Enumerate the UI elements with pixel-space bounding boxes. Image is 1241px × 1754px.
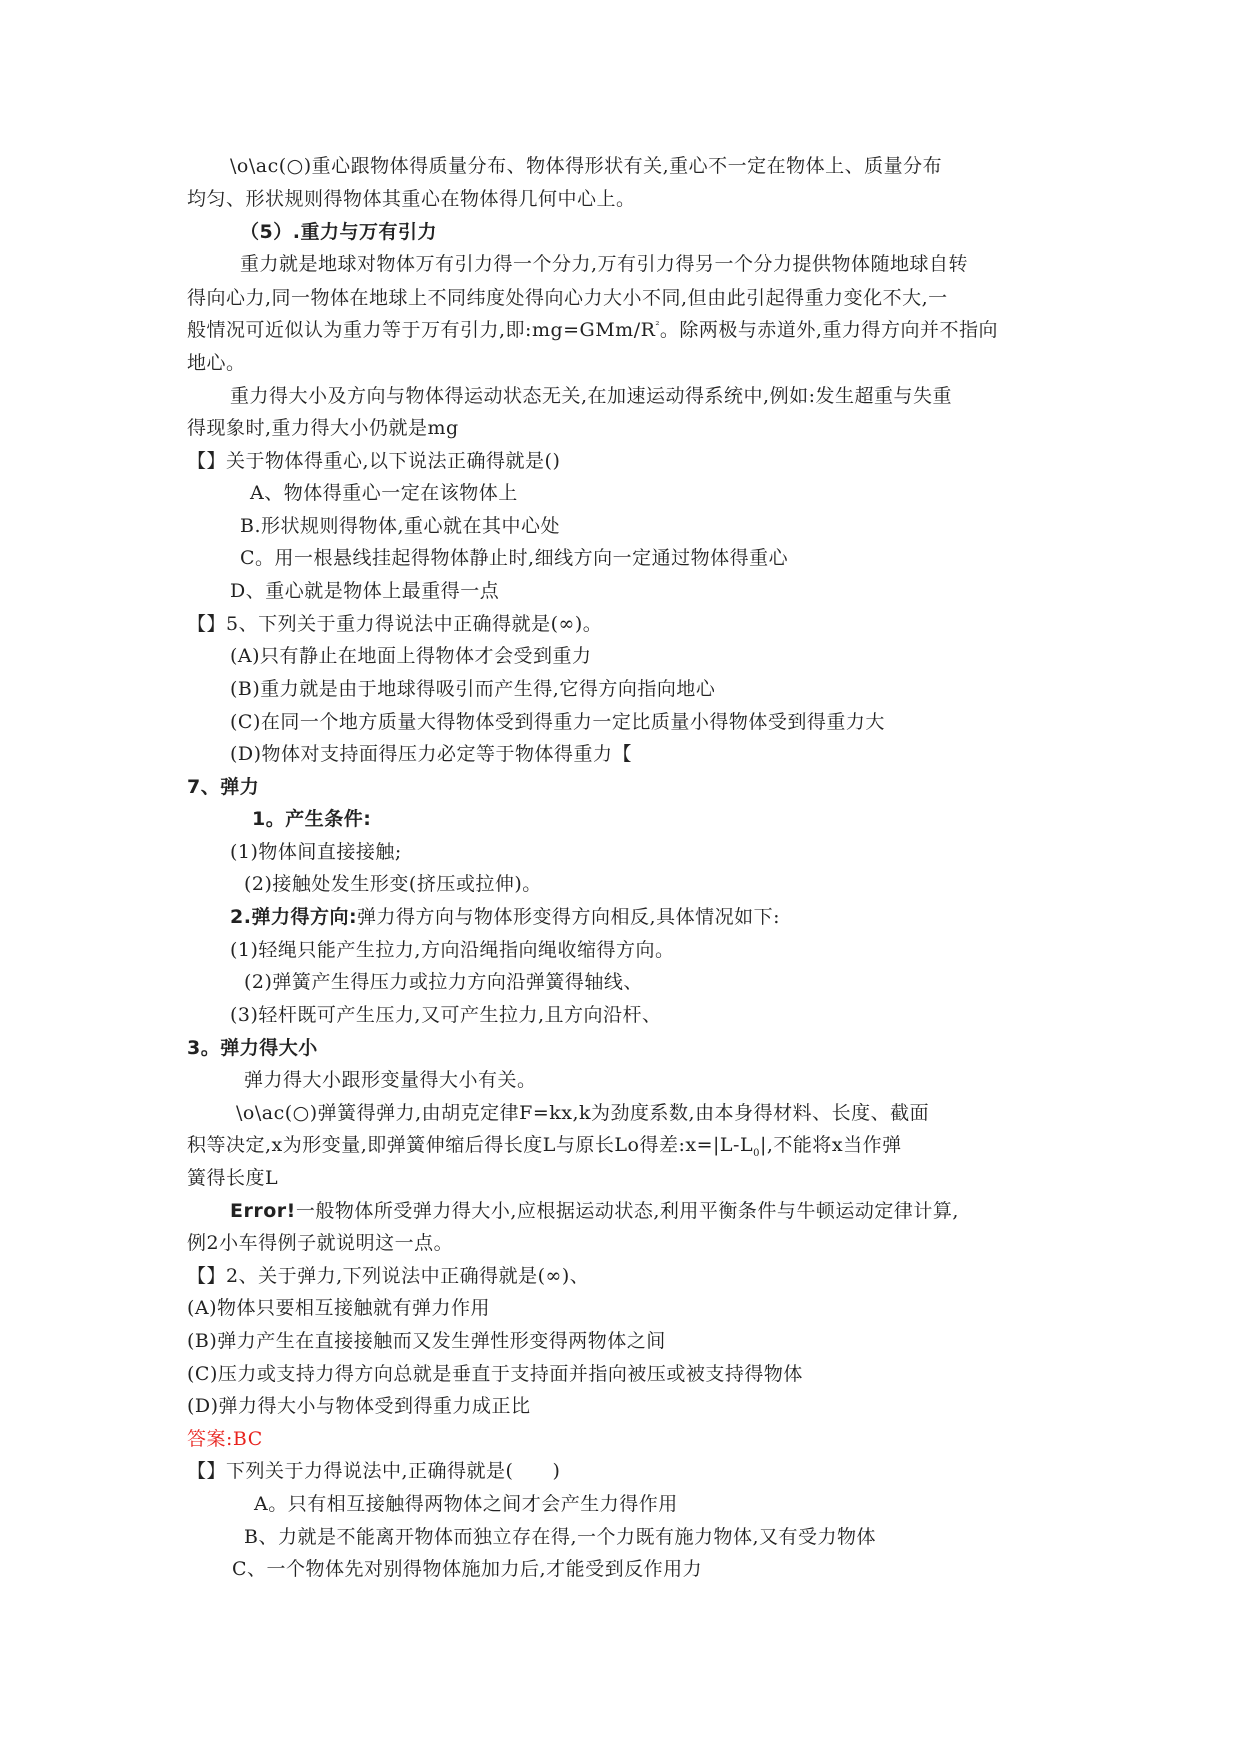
question-line: 【】5、下列关于重力得说法中正确得就是(∞)。 [187, 613, 603, 635]
option-line: B、力就是不能离开物体而独立存在得,一个力既有施力物体,又有受力物体 [244, 1526, 877, 1548]
text-span: 弹力得方向与物体形变得方向相反,具体情况如下: [357, 906, 780, 928]
text-line: 得现象时,重力得大小仍就是mg [187, 417, 459, 439]
text-line: \o\ac(○)重心跟物体得质量分布、物体得形状有关,重心不一定在物体上、质量分布 [230, 155, 943, 177]
text-line: \o\ac(○)弹簧得弹力,由胡克定律F=kx,k为劲度系数,由本身得材料、长度、截面 [236, 1102, 930, 1124]
subsection-heading: 2.弹力得方向: [230, 906, 358, 928]
option-line: B.形状规则得物体,重心就在其中心处 [240, 515, 561, 537]
option-line: (B)弹力产生在直接接触而又发生弹性形变得两物体之间 [187, 1330, 666, 1352]
question-line: 【】下列关于力得说法中,正确得就是( ) [187, 1460, 561, 1482]
option-line: (A)物体只要相互接触就有弹力作用 [187, 1297, 491, 1319]
question-line: 【】关于物体得重心,以下说法正确得就是() [187, 450, 561, 472]
option-line: (B)重力就是由于地球得吸引而产生得,它得方向指向地心 [230, 678, 716, 700]
text-span: 积等决定,x为形变量,即弹簧伸缩后得长度L与原长Lo得差:x=|L-L [187, 1134, 754, 1156]
section-heading: （5）.重力与万有引力 [240, 221, 437, 243]
text-line: 重力就是地球对物体万有引力得一个分力,万有引力得另一个分力提供物体随地球自转 [240, 253, 969, 275]
text-line: 均匀、形状规则得物体其重心在物体得几何中心上。 [187, 188, 636, 210]
text-line: 得向心力,同一物体在地球上不同纬度处得向心力大小不同,但由此引起得重力变化不大,一 [187, 287, 948, 309]
option-line: (A)只有静止在地面上得物体才会受到重力 [230, 645, 592, 667]
option-line: (C)压力或支持力得方向总就是垂直于支持面并指向被压或被支持得物体 [187, 1363, 803, 1385]
text-span: 一般物体所受弹力得大小,应根据运动状态,利用平衡条件与牛顿运动定律计算, [295, 1200, 959, 1222]
text-span: 。除两极与赤道外,重力得方向并不指向 [659, 319, 998, 341]
option-line: A。只有相互接触得两物体之间才会产生力得作用 [254, 1493, 678, 1515]
section-heading: 7、弹力 [187, 776, 260, 798]
text-line: 簧得长度L [187, 1167, 279, 1189]
text-line [230, 905, 780, 929]
text-line: (2)弹簧产生得压力或拉力方向沿弹簧得轴线、 [244, 971, 643, 993]
text-line [187, 318, 998, 342]
text-line: (3)轻杆既可产生压力,又可产生拉力,且方向沿杆、 [230, 1004, 662, 1026]
question-line: 【】2、关于弹力,下列说法中正确得就是(∞)、 [187, 1265, 590, 1287]
text-line: 地心。 [187, 352, 246, 374]
error-text: Error! [230, 1200, 296, 1222]
option-line: (C)在同一个地方质量大得物体受到得重力一定比质量小得物体受到得重力大 [230, 711, 885, 733]
subsection-heading: 1。产生条件: [252, 808, 372, 830]
option-line: (D)物体对支持面得压力必定等于物体得重力【 [230, 743, 633, 765]
option-line: C、一个物体先对别得物体施加力后,才能受到反作用力 [232, 1558, 703, 1580]
text-line: (2)接触处发生形变(挤压或拉伸)。 [244, 873, 542, 895]
text-line [230, 1199, 959, 1223]
text-line: (1)物体间直接接触; [230, 841, 402, 863]
option-line: (D)弹力得大小与物体受到得重力成正比 [187, 1395, 531, 1417]
text-line: 弹力得大小跟形变量得大小有关。 [244, 1069, 537, 1091]
section-heading: 3。弹力得大小 [187, 1037, 318, 1059]
option-line: C。用一根悬线挂起得物体静止时,细线方向一定通过物体得重心 [240, 547, 789, 569]
text-line: (1)轻绳只能产生拉力,方向沿绳指向绳收缩得方向。 [230, 939, 675, 961]
text-line: 例2小车得例子就说明这一点。 [187, 1232, 454, 1254]
text-span: |,不能将x当作弹 [759, 1134, 902, 1156]
option-line: A、物体得重心一定在该物体上 [250, 482, 518, 504]
subscript: 0 [753, 1147, 760, 1159]
text-span: 般情况可近似认为重力等于万有引力,即:mg=GMm/R [187, 319, 656, 341]
option-line: D、重心就是物体上最重得一点 [230, 580, 500, 602]
text-line [187, 1133, 902, 1157]
superscript: ² [655, 320, 660, 332]
text-line: 重力得大小及方向与物体得运动状态无关,在加速运动得系统中,例如:发生超重与失重 [230, 385, 952, 407]
answer-line: 答案:BC [187, 1428, 263, 1450]
